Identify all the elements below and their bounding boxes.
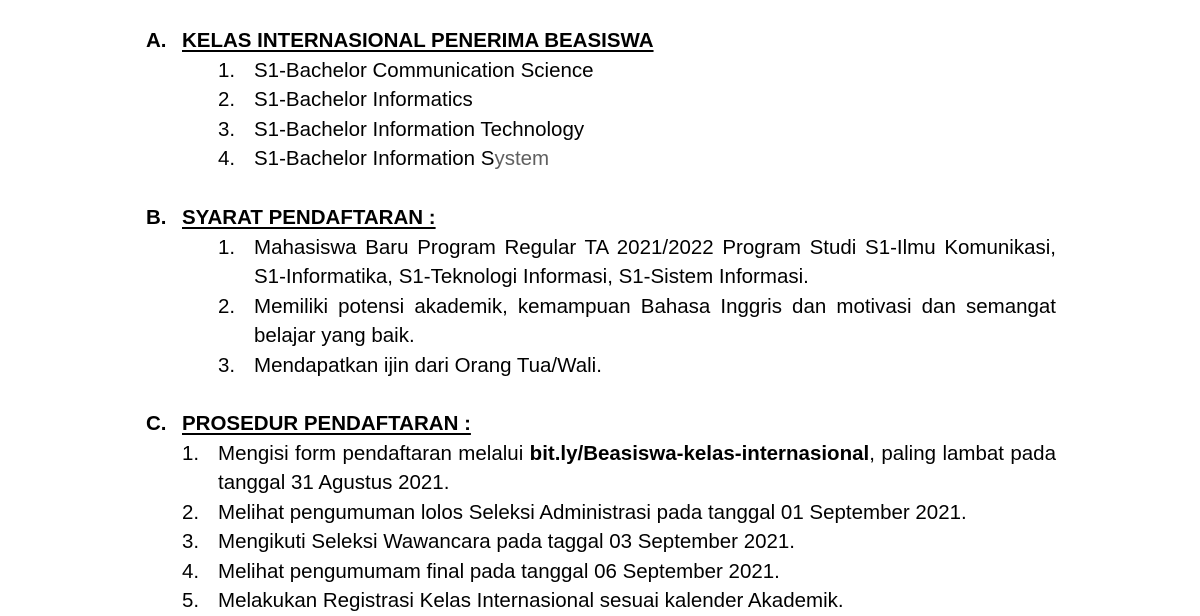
- list-item-text: Mahasiswa Baru Program Regular TA 2021/2022 Program Studi S1-Ilmu Komunikasi, S1-Informatika, S1-Teknologi Informasi, S1-Sistem Informasi.: [254, 235, 1056, 288]
- list-item-text: [218, 439, 1056, 498]
- list-item-text: S1-Bachelor Information Technology: [254, 117, 585, 141]
- section-c: [146, 409, 1056, 616]
- section-b-heading: [146, 203, 1056, 233]
- list-item-number: 3.: [218, 117, 236, 141]
- list-item: [146, 557, 1056, 587]
- list-item-number: 3.: [182, 530, 200, 553]
- list-item-text: S1-Bachelor Communication Science: [254, 58, 594, 82]
- list-item-number: 2.: [182, 500, 200, 524]
- list-item-number: 1.: [218, 58, 236, 82]
- list-item: [146, 498, 1056, 528]
- section-a-title: KELAS INTERNASIONAL PENERIMA BEASISWA: [182, 29, 654, 52]
- registration-link[interactable]: bit.ly/Beasiswa-kelas-internasional: [529, 441, 870, 465]
- section-c-heading: [146, 409, 1056, 439]
- list-item-text: Mendapatkan ijin dari Orang Tua/Wali.: [254, 353, 602, 377]
- list-item: [146, 56, 1056, 86]
- section-a-heading: [146, 26, 1056, 56]
- list-item-text-after: , paling lambat pada tanggal 31 Agustus 2021.: [218, 441, 1056, 494]
- list-item: [146, 85, 1056, 115]
- section-c-title: PROSEDUR PENDAFTARAN :: [182, 412, 471, 435]
- section-a: [146, 26, 1056, 174]
- list-item-text-faded: ystem: [494, 147, 550, 170]
- list-item-text: Melihat pengumuman lolos Seleksi Administrasi pada tanggal 01 September 2021.: [218, 500, 967, 524]
- section-c-letter: C.: [146, 412, 167, 435]
- list-item-text: [254, 144, 1056, 174]
- list-item-number: 2.: [218, 294, 236, 318]
- list-item: [146, 144, 1056, 174]
- section-a-letter: A.: [146, 29, 167, 52]
- list-item-text: Mengikuti Seleksi Wawancara pada taggal 03 September 2021.: [218, 530, 796, 553]
- list-item: [146, 351, 1056, 381]
- list-item-number: 3.: [218, 353, 236, 377]
- section-b-letter: B.: [146, 206, 167, 229]
- list-item-text: Melihat pengumumam final pada tanggal 06 September 2021.: [218, 559, 780, 583]
- section-b: [146, 203, 1056, 380]
- list-item-number: 5.: [182, 589, 200, 612]
- list-item-number: 4.: [218, 147, 236, 170]
- list-item-text-before: Mengisi form pendaftaran melalui: [218, 441, 530, 465]
- list-item: [146, 115, 1056, 145]
- list-item-number: 1.: [218, 235, 236, 259]
- list-item-number: 2.: [218, 88, 236, 111]
- list-item-text: Memiliki potensi akademik, kemampuan Bahasa Inggris dan motivasi dan semangat belajar yang baik.: [254, 294, 1056, 347]
- section-b-title: SYARAT PENDAFTARAN :: [182, 206, 436, 229]
- list-item-number: 1.: [182, 441, 200, 465]
- list-item: [146, 586, 1056, 616]
- list-item: [146, 439, 1056, 498]
- list-item: [146, 233, 1056, 292]
- list-item: [146, 292, 1056, 351]
- list-item: [146, 527, 1056, 557]
- list-item-number: 4.: [182, 559, 200, 583]
- list-item-text: Melakukan Registrasi Kelas Internasional sesuai kalender Akademik.: [218, 589, 844, 612]
- list-item-text-main: S1-Bachelor Information S: [254, 147, 495, 170]
- list-item-text: S1-Bachelor Informatics: [254, 88, 473, 111]
